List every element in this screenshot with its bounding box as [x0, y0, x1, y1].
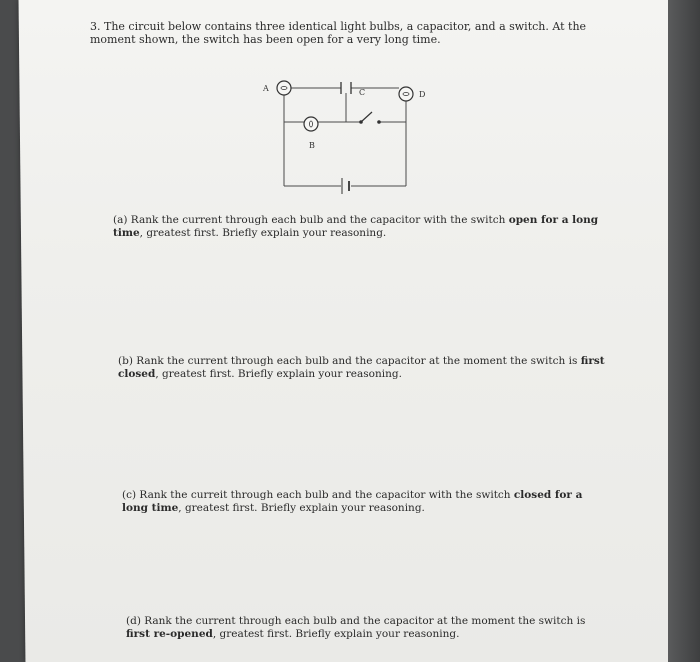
- bulb-a-icon: [277, 81, 291, 95]
- circuit-diagram: [255, 60, 425, 195]
- part-label: (c): [122, 489, 137, 501]
- part-d-question: (d) Rank the current through each bulb and the capacitor at the moment the switch is first re-opened, greatest first. Briefly explain your reasoning.: [126, 615, 586, 640]
- bulb-b-icon: [304, 117, 318, 131]
- part-a-question: (a) Rank the current through each bulb and the capacitor with the switch open for a long time, greatest first. Briefly explain your reasoning.: [113, 214, 599, 239]
- part-label: (d): [126, 615, 141, 627]
- question-text: The circuit below contains three identical light bulbs, a capacitor, and a switch. At the moment shown, the switch has been open for a very long time.: [90, 20, 587, 46]
- switch-icon: [360, 112, 380, 123]
- background-shadow: [668, 0, 700, 662]
- bulb-b-label: B: [309, 141, 315, 150]
- part-c-question: (c) Rank the curreit through each bulb and the capacitor with the switch closed for a long time, greatest first. Briefly explain your reasoning.: [122, 489, 583, 514]
- battery-icon: [342, 178, 349, 194]
- question-statement: [90, 20, 630, 46]
- part-b-question: (b) Rank the current through each bulb and the capacitor at the moment the switch is first closed, greatest first. Briefly explain your reasoning.: [118, 355, 605, 380]
- capacitor-icon: [341, 82, 351, 94]
- capacitor-c-label: C: [359, 88, 366, 97]
- question-number: 3.: [90, 20, 101, 33]
- part-label: (b): [118, 355, 133, 367]
- part-label: (a): [113, 214, 128, 226]
- bulb-a-label: A: [263, 84, 269, 93]
- bulb-d-label: D: [419, 90, 425, 99]
- bulb-d-icon: [399, 87, 413, 101]
